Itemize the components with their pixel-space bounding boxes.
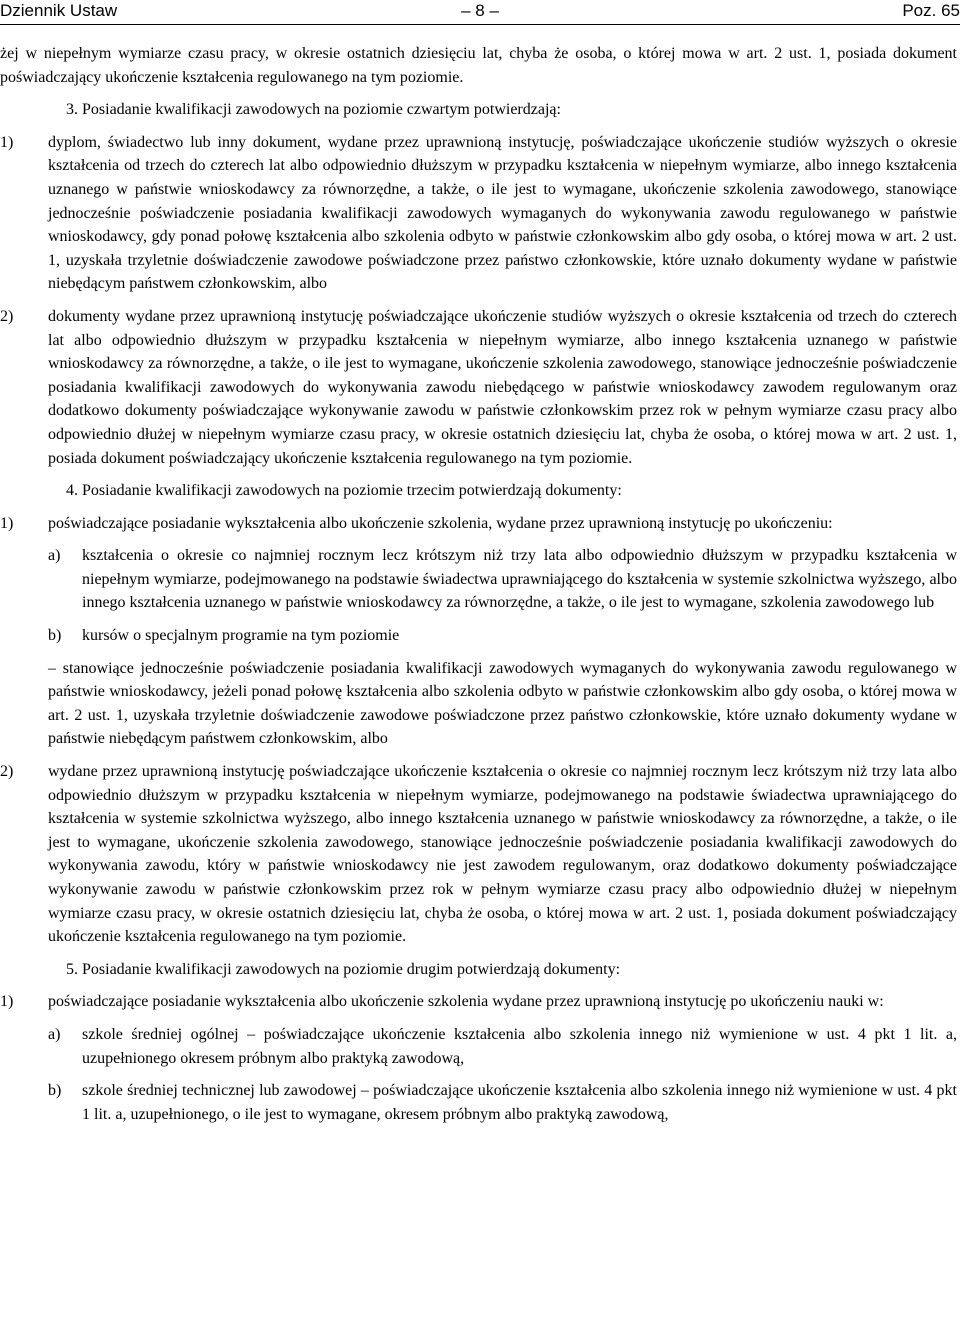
subitem-letter: a): [48, 1025, 61, 1043]
intro-paragraph: żej w niepełnym wymiarze czasu pracy, w okresie ostatnich dziesięciu lat, chyba że osoba, o której mowa w art. 2 ust. 1, posiada dokument poświadczający ukończenie kształcenia regulowanego na tym poziomie.: [0, 45, 957, 86]
section-5-item-1-sub-b: [0, 1079, 957, 1126]
header-divider: [0, 24, 960, 25]
section-4-item-1-tail: – stanowiące jednocześnie poświadczenie posiadania kwalifikacji zawodowych wymaganych do wykonywania zawodu regulowanego w państwie wnioskodawcy, jeżeli ponad połowę kształcenia albo szkolenia odbyto w państwie członkowskim albo gdy osoba, o której mowa w art. 2 ust. 1, uzyskała trzyletnie doświadczenie zawodowe poświadczone przez państwo członkowskie, które uznało dokumenty wydane w państwie niebędącym państwem członkowskim, albo: [48, 659, 957, 748]
journal-title: Dziennik Ustaw: [0, 1, 118, 20]
section-4-item-1: [0, 512, 957, 536]
subitem-letter: a): [48, 547, 61, 565]
section-4-item-1-sub-a: [0, 544, 957, 615]
item-number: 2): [0, 307, 14, 325]
item-text: wydane przez uprawnioną instytucję poświadczające ukończenie kształcenia o okresie co najmniej rocznym lecz krótszym niż trzy lata albo odpowiednio dłuższym w przypadku kształcenia w niepełnym wymiarze, podejmowanego na podstawie świadectwa uprawniającego do kształcenia w systemie szkolnictwa wyższego, albo innego kształcenia uznanego w państwie wnioskodawcy za równorzędne, a także, o ile jest to wymagane, ukończenie szkolenia zawodowego, stanowiące jednocześnie poświadczenie posiadania kwalifikacji zawodowych do wykonywania zawodu, który w państwie wnioskodawcy nie jest zawodem regulowanym, oraz dodatkowo dokumenty poświadczające wykonywanie zawodu w państwie członkowskim przez rok w pełnym wymiarze czasu pracy albo odpowiednio dłużej w niepełnym wymiarze czasu pracy, w okresie ostatnich dziesięciu lat, chyba że osoba, o której mowa w art. 2 ust. 1, posiada dokument poświadczający ukończenie kształcenia regulowanego na tym poziomie.: [48, 763, 957, 946]
item-number: 2): [0, 763, 14, 781]
subitem-text: szkole średniej technicznej lub zawodowej – poświadczające ukończenie kształcenia albo szkolenia innego niż wymienione w ust. 4 pkt 1 lit. a, uzupełnionego, o ile jest to wymagane, okresem próbnym albo praktyką zawodową,: [82, 1082, 957, 1123]
section-4-item-2: [0, 760, 957, 949]
item-number: 1): [0, 133, 14, 151]
section-5-item-1: [0, 990, 957, 1014]
subitem-text: kształcenia o okresie co najmniej rocznym lecz krótszym niż trzy lata albo odpowiednio dłuższym w przypadku kształcenia w niepełnym wymiarze, podejmowanego na podstawie świadectwa uprawniającego do kształcenia w systemie szkolnictwa wyższego, albo innego kształcenia uznanego w państwie wnioskodawcy za równorzędne, a także, o ile jest to wymagane, szkolenia zawodowego lub: [82, 547, 957, 612]
subitem-text: kursów o specjalnym programie na tym poziomie: [82, 627, 400, 645]
document-body: [0, 42, 957, 1126]
item-text: poświadczające posiadanie wykształcenia albo ukończenie szkolenia, wydane przez uprawnioną instytucję po ukończeniu:: [48, 514, 833, 532]
section-5-heading: 5. Posiadanie kwalifikacji zawodowych na poziomie drugim potwierdzają dokumenty:: [66, 960, 621, 978]
section-5-item-1-sub-a: [0, 1023, 957, 1070]
subitem-letter: b): [48, 627, 62, 645]
section-3-heading: 3. Posiadanie kwalifikacji zawodowych na poziomie czwartym potwierdzają:: [66, 101, 561, 119]
item-number: 1): [0, 993, 14, 1011]
item-number: 1): [0, 514, 14, 532]
page-number: – 8 –: [461, 1, 499, 20]
section-4-heading: 4. Posiadanie kwalifikacji zawodowych na poziomie trzecim potwierdzają dokumenty:: [66, 482, 622, 500]
item-text: dyplom, świadectwo lub inny dokument, wydane przez uprawnioną instytucję, poświadczające ukończenie studiów wyższych o okresie kształcenia od trzech do czterech lat albo odpowiednio dłuższym w przypadku kształcenia w niepełnym wymiarze, albo innego kształcenia uznanego w państwie wnioskodawcy za równorzędne, a także, o ile jest to wymagane, ukończenie szkolenia zawodowego, stanowiące jednocześnie poświadczenie posiadania kwalifikacji zawodowych wymaganych do wykonywania zawodu regulowanego w państwie wnioskodawcy, gdy ponad połowę kształcenia albo szkolenia odbyto w państwie członkowskim albo gdy osoba, o której mowa w art. 2 ust. 1, uzyskała trzyletnie doświadczenie zawodowe poświadczone przez państwo członkowskie, które uznało dokumenty wydane w państwie niebędącym państwem członkowskim, albo: [48, 133, 957, 293]
section-3-item-1: [0, 131, 957, 296]
item-text: dokumenty wydane przez uprawnioną instytucję poświadczające ukończenie studiów wyższych o okresie kształcenia od trzech do czterech lat albo odpowiednio dłuższym w przypadku kształcenia w niepełnym wymiarze, albo innego kształcenia uznanego w państwie wnioskodawcy za równorzędne, a także, o ile jest to wymagane, ukończenie szkolenia zawodowego, stanowiące jednocześnie poświadczenie posiadania kwalifikacji zawodowych do wykonywania zawodu niebędącego w państwie wnioskodawcy zawodem regulowanym oraz dodatkowo dokumenty poświadczające wykonywanie zawodu w państwie członkowskim przez rok w pełnym wymiarze czasu pracy albo odpowiednio dłużej w niepełnym wymiarze czasu pracy, w okresie ostatnich dziesięciu lat, chyba że osoba, o której mowa w art. 2 ust. 1, posiada dokument poświadczający ukończenie kształcenia regulowanego na tym poziomie.: [48, 307, 957, 467]
page-header: [0, 0, 960, 22]
subitem-text: szkole średniej ogólnej – poświadczające ukończenie kształcenia albo szkolenia innego niż wymienione w ust. 4 pkt 1 lit. a, uzupełnionego okresem próbnym albo praktyką zawodową,: [82, 1025, 957, 1067]
section-4-item-1-sub-b: [0, 624, 957, 648]
item-text: poświadczające posiadanie wykształcenia albo ukończenie szkolenia wydane przez uprawnioną instytucję po ukończeniu nauki w:: [48, 993, 884, 1011]
item-position: Poz. 65: [902, 1, 960, 20]
subitem-letter: b): [48, 1082, 62, 1100]
section-3-item-2: [0, 305, 957, 470]
